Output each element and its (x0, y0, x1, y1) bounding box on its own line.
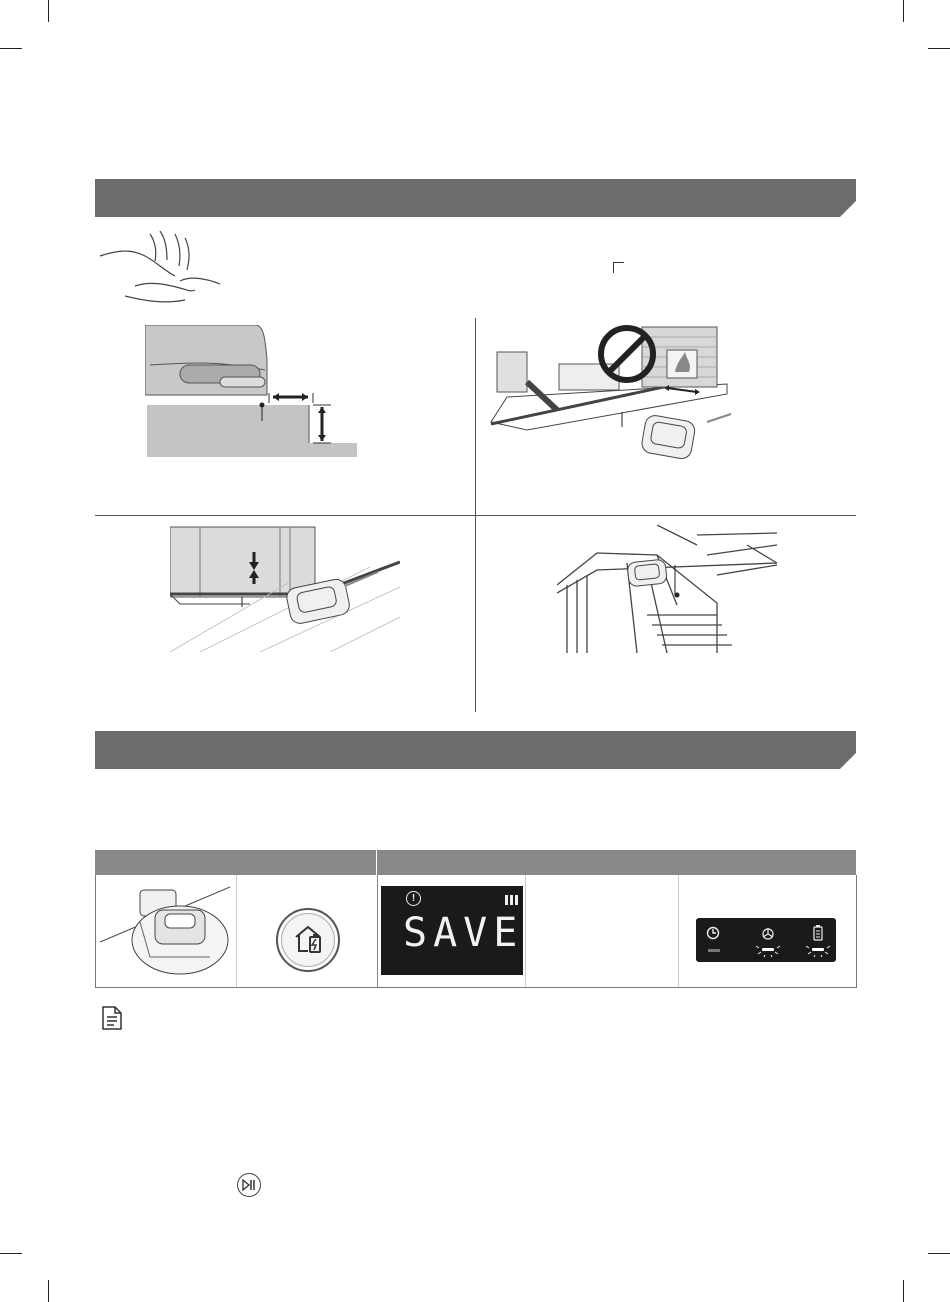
table-cell-divider (377, 875, 378, 987)
table-cell-divider (678, 875, 679, 987)
play-pause-button[interactable] (237, 1173, 261, 1197)
crop-mark (48, 1280, 49, 1302)
virtual-guard-room-illustration (487, 322, 732, 462)
table-header-divider (376, 850, 377, 875)
crop-mark (928, 48, 950, 49)
table-header-row (95, 850, 856, 875)
section-header-bar (95, 179, 856, 217)
quadrant-divider-horizontal (95, 515, 856, 516)
robot-ledge-cross-section-illustration (145, 325, 360, 457)
timer-led (708, 949, 720, 952)
battery-status-icon (804, 922, 832, 960)
section-header-bar (95, 731, 856, 769)
crop-mark (48, 0, 49, 22)
home-battery-icon (292, 923, 324, 955)
crop-mark (903, 1280, 904, 1302)
warning-icon: ! (406, 891, 421, 906)
table-cell-divider (236, 875, 237, 987)
robot-docking-illustration (100, 882, 230, 982)
lcd-display-panel (381, 886, 523, 975)
crop-mark (0, 48, 22, 49)
threshold-door-illustration (170, 522, 400, 652)
segment-readout: SAVE (403, 910, 524, 956)
crop-mark (928, 1253, 950, 1254)
checkbox-glyph (613, 262, 624, 273)
stairs-cliff-illustration (557, 525, 781, 653)
timer-icon (706, 926, 722, 942)
crop-mark (0, 1253, 22, 1254)
status-indicator-panel (696, 918, 836, 962)
play-pause-icon (242, 1179, 256, 1191)
hands-applying-tape-illustration (95, 226, 225, 311)
table-cell-divider (525, 875, 526, 987)
home-battery-button[interactable] (276, 908, 340, 972)
note-icon (101, 1006, 123, 1030)
turbo-fan-icon (754, 922, 782, 960)
crop-mark (903, 0, 904, 22)
